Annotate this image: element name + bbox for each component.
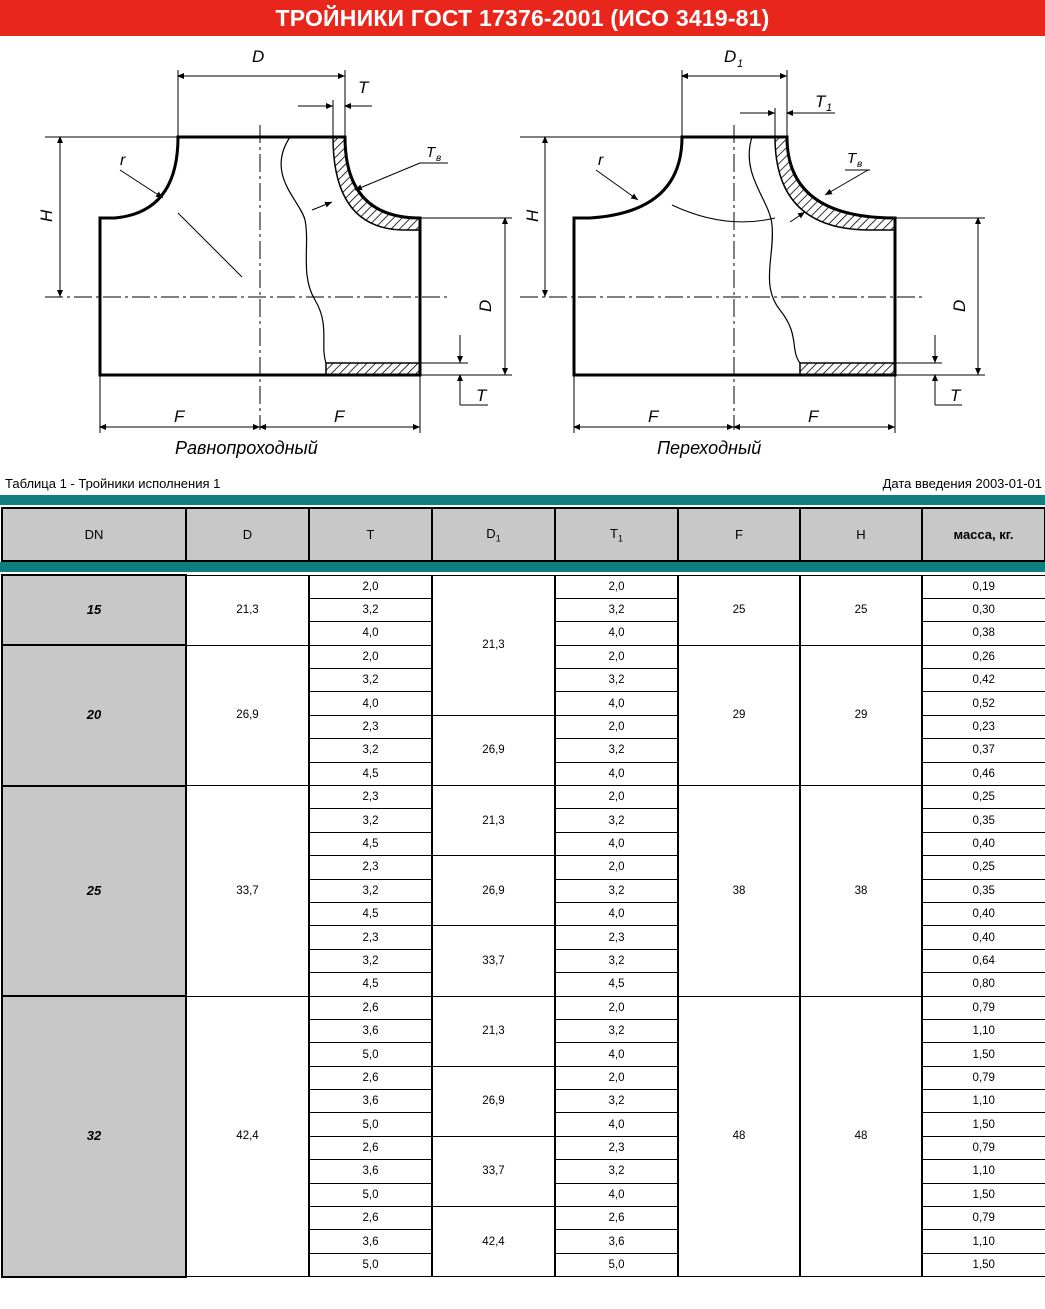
cell-f: 25 [678, 575, 800, 645]
cell-mass: 0,40 [922, 832, 1045, 855]
cell-t1: 4,0 [555, 1043, 678, 1066]
col-d1: $D_1$ [432, 508, 555, 561]
table-caption: Таблица 1 - Тройники исполнения 1 [5, 476, 221, 491]
cell-mass: 0,79 [922, 1066, 1045, 1089]
cell-h: 25 [800, 575, 922, 645]
cell-t1: 3,2 [555, 1019, 678, 1042]
cell-dn: 32 [2, 996, 186, 1277]
cell-t: 5,0 [309, 1043, 432, 1066]
cell-t1: 5,0 [555, 1253, 678, 1276]
label-t-top: T [358, 78, 369, 97]
cell-t1: 2,0 [555, 645, 678, 668]
label-d1-sub: 1 [737, 58, 744, 70]
cell-d1: 26,9 [432, 856, 555, 926]
cell-t: 5,0 [309, 1183, 432, 1206]
cell-t: 2,3 [309, 926, 432, 949]
cell-t: 3,2 [309, 739, 432, 762]
cell-t1: 2,3 [555, 1136, 678, 1159]
cell-t1: 3,2 [555, 949, 678, 972]
label-t-bottom-right: T [950, 386, 961, 405]
cell-t1: 2,0 [555, 1066, 678, 1089]
cell-d1: 42,4 [432, 1207, 555, 1277]
cell-t: 3,2 [309, 949, 432, 972]
label-r: r [120, 152, 126, 169]
cell-t: 3,6 [309, 1019, 432, 1042]
cell-t1: 3,6 [555, 1230, 678, 1253]
col-mass: масса, кг. [922, 508, 1045, 561]
cell-t: 4,5 [309, 973, 432, 996]
cell-t1: 2,3 [555, 926, 678, 949]
cell-t1: 2,6 [555, 1207, 678, 1230]
cell-t: 4,5 [309, 902, 432, 925]
cell-mass: 0,38 [922, 622, 1045, 645]
cell-mass: 0,26 [922, 645, 1045, 668]
equal-tee-drawing [37, 47, 512, 458]
cell-t: 2,0 [309, 575, 432, 598]
cell-t1: 3,2 [555, 598, 678, 621]
label-h-right: H [523, 209, 542, 222]
date-caption: Дата введения 2003-01-01 [882, 476, 1042, 491]
cell-mass: 0,40 [922, 902, 1045, 925]
cell-d1: 33,7 [432, 926, 555, 996]
cell-f: 48 [678, 996, 800, 1277]
cell-d1: 21,3 [432, 786, 555, 856]
cell-mass: 0,25 [922, 856, 1045, 879]
label-t1-top: T [815, 92, 826, 111]
label-f-right-right: F [808, 407, 819, 426]
table-header [1, 507, 1045, 562]
cell-d1: 26,9 [432, 715, 555, 785]
cell-t1: 2,0 [555, 575, 678, 598]
cell-dn: 15 [2, 575, 186, 645]
cell-t1: 3,2 [555, 879, 678, 902]
cell-t1: 3,2 [555, 1090, 678, 1113]
col-d: D [186, 508, 309, 561]
cell-t1: 2,0 [555, 715, 678, 738]
cell-f: 29 [678, 645, 800, 785]
cell-d: 21,3 [186, 575, 309, 645]
col-dn: DN [2, 508, 186, 561]
label-tb: T [426, 144, 436, 161]
tees-table [1, 574, 1045, 1278]
cell-t1: 3,2 [555, 669, 678, 692]
label-f-right: F [334, 407, 345, 426]
cell-mass: 1,50 [922, 1043, 1045, 1066]
cell-d: 33,7 [186, 786, 309, 997]
label-d-right2: D [950, 299, 969, 312]
cell-mass: 0,79 [922, 1136, 1045, 1159]
cell-t: 3,6 [309, 1230, 432, 1253]
cell-f: 38 [678, 786, 800, 997]
label-t1-sub: 1 [826, 102, 833, 114]
col-t1: $T_1$ [555, 508, 678, 561]
cell-t: 4,5 [309, 832, 432, 855]
label-t-bottom: T [476, 386, 487, 405]
cell-h: 38 [800, 786, 922, 997]
cell-dn: 25 [2, 786, 186, 997]
cell-t1: 4,0 [555, 762, 678, 785]
label-f-left: F [174, 407, 185, 426]
cell-d: 42,4 [186, 996, 309, 1277]
label-d1-top: D [724, 47, 737, 66]
table-row [2, 575, 1045, 598]
cell-mass: 1,10 [922, 1230, 1045, 1253]
cell-t: 3,2 [309, 669, 432, 692]
cell-dn: 20 [2, 645, 186, 785]
divider-bar [0, 562, 1045, 572]
cell-t: 2,3 [309, 715, 432, 738]
cell-t: 3,6 [309, 1160, 432, 1183]
label-d-top: D [252, 47, 265, 66]
label-tb-sub: в [436, 153, 442, 164]
cell-mass: 1,10 [922, 1160, 1045, 1183]
cell-t1: 3,2 [555, 739, 678, 762]
cell-mass: 1,10 [922, 1090, 1045, 1113]
cell-t1: 3,2 [555, 1160, 678, 1183]
label-h: H [37, 209, 56, 222]
cell-mass: 0,42 [922, 669, 1045, 692]
label-tb-right: T [847, 150, 857, 167]
cell-t: 3,2 [309, 598, 432, 621]
cell-mass: 1,50 [922, 1113, 1045, 1136]
cell-t: 2,3 [309, 856, 432, 879]
cell-mass: 0,80 [922, 973, 1045, 996]
cell-t1: 4,5 [555, 973, 678, 996]
cell-d: 26,9 [186, 645, 309, 785]
cell-mass: 1,50 [922, 1253, 1045, 1276]
cell-mass: 1,10 [922, 1019, 1045, 1042]
cell-d1: 21,3 [432, 575, 555, 715]
cell-t1: 4,0 [555, 622, 678, 645]
cell-mass: 0,79 [922, 996, 1045, 1019]
label-d-right: D [476, 299, 495, 312]
label-tb-right-sub: в [857, 159, 863, 170]
cell-mass: 0,25 [922, 786, 1045, 809]
label-f-left-right: F [648, 407, 659, 426]
cell-t1: 4,0 [555, 902, 678, 925]
cell-t1: 2,0 [555, 856, 678, 879]
cell-h: 48 [800, 996, 922, 1277]
cell-t: 3,6 [309, 1090, 432, 1113]
cell-t: 2,6 [309, 1207, 432, 1230]
cell-h: 29 [800, 645, 922, 785]
cell-mass: 0,64 [922, 949, 1045, 972]
cell-d1: 33,7 [432, 1136, 555, 1206]
cell-t: 2,6 [309, 1066, 432, 1089]
cell-t: 4,0 [309, 692, 432, 715]
cell-t: 5,0 [309, 1253, 432, 1276]
cell-t: 3,2 [309, 879, 432, 902]
col-f: F [678, 508, 800, 561]
cell-t: 4,5 [309, 762, 432, 785]
page-title: ТРОЙНИКИ ГОСТ 17376-2001 (ИСО 3419-81) [0, 0, 1045, 36]
reducing-tee-drawing [520, 47, 985, 458]
table-row [2, 786, 1045, 809]
cell-t1: 4,0 [555, 1183, 678, 1206]
caption-equal-tee: Равнопроходный [175, 438, 318, 458]
cell-mass: 0,19 [922, 575, 1045, 598]
cell-t1: 2,0 [555, 786, 678, 809]
cell-mass: 0,79 [922, 1207, 1045, 1230]
cell-t: 2,0 [309, 645, 432, 668]
cell-mass: 0,52 [922, 692, 1045, 715]
cell-t: 3,2 [309, 809, 432, 832]
cell-t: 4,0 [309, 622, 432, 645]
cell-mass: 0,46 [922, 762, 1045, 785]
cell-t1: 4,0 [555, 1113, 678, 1136]
cell-t1: 4,0 [555, 832, 678, 855]
cell-mass: 0,35 [922, 809, 1045, 832]
cell-d1: 21,3 [432, 996, 555, 1066]
cell-t1: 3,2 [555, 809, 678, 832]
tee-drawings [0, 36, 1045, 470]
cell-mass: 1,50 [922, 1183, 1045, 1206]
cell-t: 5,0 [309, 1113, 432, 1136]
cell-d1: 26,9 [432, 1066, 555, 1136]
cell-t: 2,6 [309, 1136, 432, 1159]
cell-t: 2,6 [309, 996, 432, 1019]
cell-t1: 4,0 [555, 692, 678, 715]
cell-mass: 0,37 [922, 739, 1045, 762]
cell-mass: 0,23 [922, 715, 1045, 738]
cell-mass: 0,35 [922, 879, 1045, 902]
cell-mass: 0,40 [922, 926, 1045, 949]
col-h: H [800, 508, 922, 561]
divider-bar [0, 495, 1045, 505]
cell-t1: 2,0 [555, 996, 678, 1019]
caption-reducing-tee: Переходный [657, 438, 762, 458]
label-r-right: r [598, 152, 604, 169]
table-row [2, 996, 1045, 1019]
col-t: T [309, 508, 432, 561]
cell-t: 2,3 [309, 786, 432, 809]
cell-mass: 0,30 [922, 598, 1045, 621]
